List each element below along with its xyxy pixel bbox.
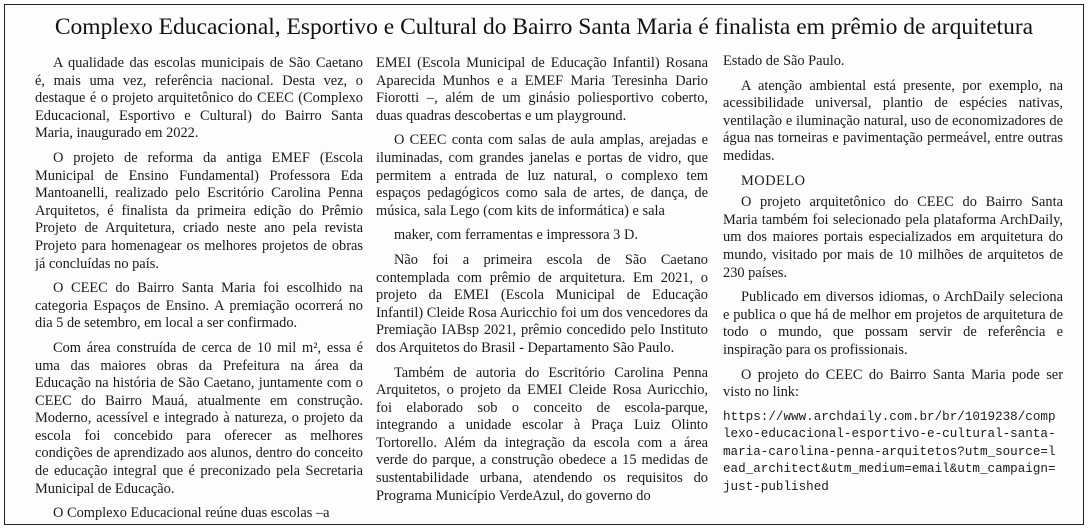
paragraph: A atenção ambiental está presente, por exemplo, na acessibilidade universal, plantio de espécies nativas, ventilação e iluminação natural, uso de economizadores de água nas torneiras e pavimentação permeável, entre outras medidas.: [723, 77, 1063, 164]
article-frame: [4, 4, 1084, 525]
section-subhead: MODELO: [741, 172, 806, 189]
archdaily-link[interactable]: https://www.archdaily.com.br/br/1019238/complexo-educacional-esportivo-e-cultural-santa-maria-carolina-penna-arquitetos?utm_source=lead_architect&utm_medium=email&utm_campaign=just-published: [723, 409, 1056, 495]
paragraph-continued: Estado de São Paulo.: [723, 53, 845, 69]
paragraph: O CEEC do Bairro Santa Maria foi escolhido na categoria Espaços de Ensino. A premiação ocorrerá no dia 5 de setembro, em local a ser confirmado.: [35, 280, 363, 332]
paragraph: maker, com ferramentas e impressora 3 D.: [394, 227, 638, 244]
paragraph: O projeto de reforma da antiga EMEF (Escola Municipal de Ensino Fundamental) Professora Eda Mantoanelli, realizado pelo Escritório Carolina Penna Arquitetos, é finalista da primeira edição do Prêmio Projeto de Arquitetura, criado neste ano pela revista Projeto para homenagear os melhores projetos de obras já concluídas no país.: [35, 149, 363, 272]
paragraph-continued: EMEI (Escola Municipal de Educação Infantil) Rosana Aparecida Munhos e a EMEF Maria Teresinha Dario Fiorotti –, além de um ginásio poliesportivo coberto, duas quadras descobertas e um playground.: [376, 55, 708, 124]
paragraph: Com área construída de cerca de 10 mil m², essa é uma das maiores obras da Prefeitura na área da Educação na história de São Caetano, juntamente com o CEEC do Bairro Mauá, atualmente em construção. Moderno, acessível e integrado à natureza, o projeto da escola foi concebido para oferecer as melhores condições de aprendizado aos alunos, dentro do conceito de educação integral que é preconizado pela Secretaria Municipal de Educação.: [35, 339, 363, 497]
article-headline: Complexo Educacional, Esportivo e Cultural do Bairro Santa Maria é finalista em prêmio de arquitetura: [54, 14, 1034, 40]
column-1: [35, 55, 363, 520]
paragraph: Também de autoria do Escritório Carolina Penna Arquitetos, o projeto da EMEI Cleide Rosa Auricchio, foi elaborado sob o conceito de escola-parque, integrando a unidade escolar à Praça Luiz Olinto Tortorello. Além da integração da escola com a área verde do parque, a construção obedece a 15 medidas de sustentabilidade urbana, atendendo os requisitos do Programa Município VerdeAzul, do governo do: [376, 364, 708, 504]
paragraph: Não foi a primeira escola de São Caetano contemplada com prêmio de arquitetura. Em 2021, o projeto da EMEI (Escola Municipal de Educação Infantil) Cleide Rosa Auricchio foi um dos vencedores da Premiação IABsp 2021, prêmio concedido pelo Instituto dos Arquitetos do Brasil - Departamento São Paulo.: [376, 251, 708, 356]
paragraph: O projeto do CEEC do Bairro Santa Maria pode ser visto no link:: [723, 366, 1063, 401]
paragraph: O Complexo Educacional reúne duas escolas –a: [53, 505, 330, 520]
column-3: [723, 53, 1063, 520]
paragraph: O CEEC conta com salas de aula amplas, arejadas e iluminadas, com grandes janelas e portas de vidro, que permitem a entrada de luz natural, o complexo tem espaços pedagógicos como sala de artes, de dança, de música, sala Lego (com kits de informática) e sala: [376, 132, 708, 219]
paragraph: O projeto arquitetônico do CEEC do Bairro Santa Maria também foi selecionado pela plataforma ArchDaily, um dos maiores portais especializados em arquitetura do mundo, visitado por mais de 10 milhões de arquitetos de 230 países.: [723, 194, 1063, 281]
paragraph: A qualidade das escolas municipais de São Caetano é, mais uma vez, referência nacional. Desta vez, o destaque é o projeto arquitetônico do CEEC (Complexo Educacional, Esportivo e Cultural) do Bairro Santa Maria, inaugurado em 2022.: [35, 55, 363, 142]
column-2: [376, 55, 708, 520]
paragraph: Publicado em diversos idiomas, o ArchDaily seleciona e publica o que há de melhor em projetos de arquitetura de todo o mundo, que possam servir de referência e inspiração para os profissionais.: [723, 289, 1063, 358]
